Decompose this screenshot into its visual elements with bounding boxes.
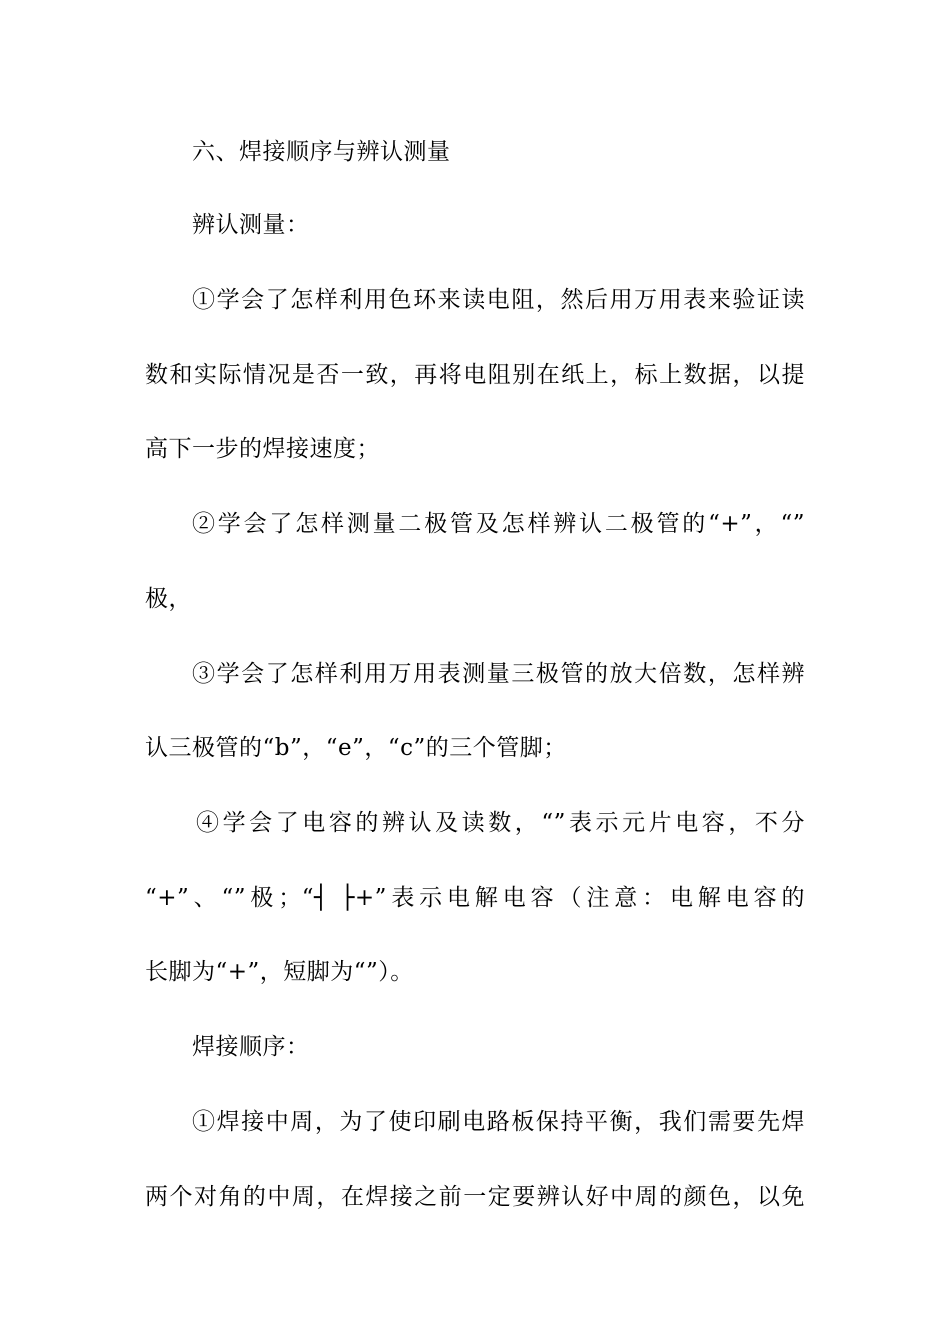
paragraph-line: ①焊接中周，为了使印刷电路板保持平衡，我们需要先焊: [192, 1109, 805, 1135]
subheading-soldering-order: 焊接顺序：: [192, 1034, 310, 1060]
paragraph-line: 极，: [145, 586, 192, 612]
paragraph-line: ①学会了怎样利用色环来读电阻，然后用万用表来验证读: [192, 287, 805, 313]
paragraph-line: ④学会了电容的辨认及读数，“”表示元片电容，不分: [196, 810, 805, 836]
subheading-identify-measure: 辨认测量：: [192, 212, 310, 238]
paragraph-line: ②学会了怎样测量二极管及怎样辨认二极管的“+”，“”: [192, 511, 805, 537]
paragraph-line: 高下一步的焊接速度；: [145, 436, 380, 462]
section-heading: 六、焊接顺序与辨认测量: [192, 139, 451, 165]
paragraph-line: 长脚为“+”，短脚为“”）。: [145, 959, 414, 985]
paragraph-line: “+”、“”极；“┤ ├+”表示电解电容（注意：电解电容的: [145, 885, 805, 911]
paragraph-line: 两个对角的中周，在焊接之前一定要辨认好中周的颜色，以免: [145, 1184, 805, 1210]
paragraph-line: ③学会了怎样利用万用表测量三极管的放大倍数，怎样辨: [192, 661, 805, 687]
paragraph-line: 数和实际情况是否一致，再将电阻别在纸上，标上数据，以提: [145, 362, 805, 388]
paragraph-line: 认三极管的“b”，“e”，“c”的三个管脚；: [145, 735, 567, 761]
